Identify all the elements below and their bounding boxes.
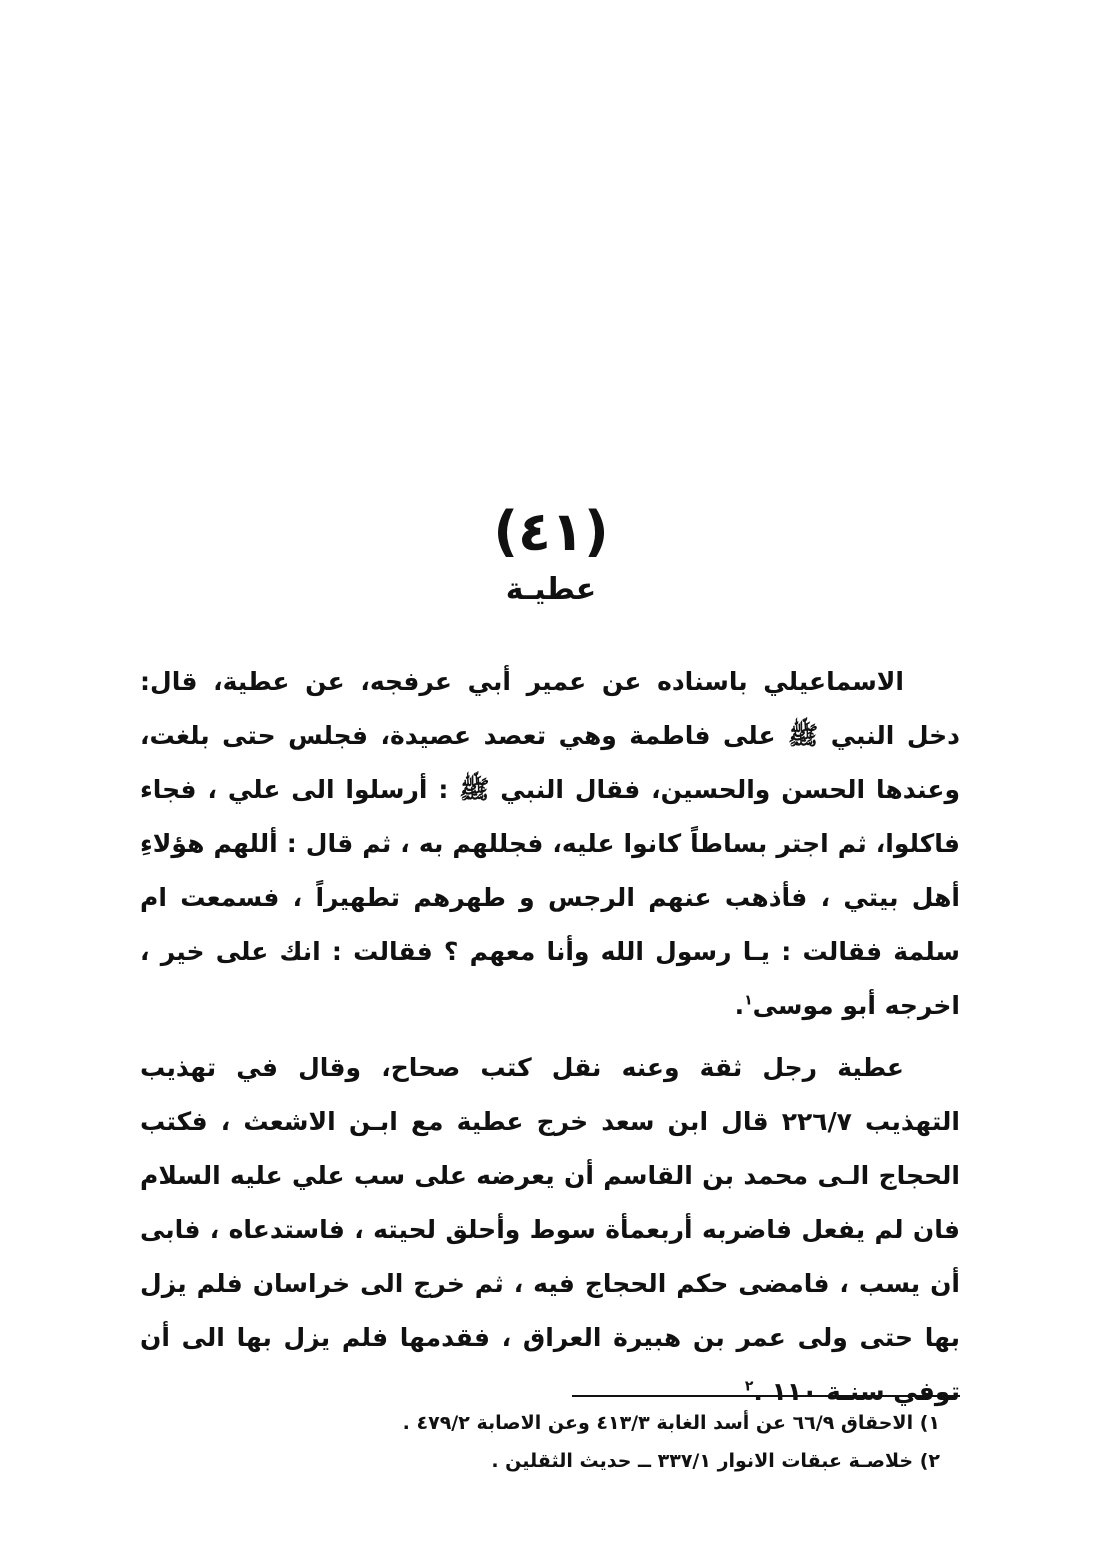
- main-text: [140, 655, 960, 1419]
- narration-end: .: [734, 991, 745, 1020]
- footnote-ref-1: ١: [744, 992, 753, 1009]
- footnote-ref-2: ٢: [744, 1378, 754, 1395]
- entry-title: عطيـة: [505, 572, 597, 607]
- narration-text: الاسماعيلي باسناده عن عمير أبي عرفجه، عن عطية، قال: دخل النبي ﷺ على فاطمة وهي تعصد عصيدة، فجلس حتى بلغت، وعندها الحسن والحسين، فقال النبي ﷺ : أرسلوا الى علي ، فجاء فاكلوا، ثم اجتر بساطاً كانوا عليه، فجللهم به ، ثم قال : أللهم هؤلاءِ أهل بيتي ، فأذهب عنهم الرجس و طهرهم تطهيراً ، فسمعت ام سلمة فقالت : يـا رسول الله وأنا معهم ؟ فقالت : انك على خير ، اخرجه أبو موسى: [140, 667, 960, 1020]
- entry-number: (٤١): [493, 500, 609, 563]
- footnote-2: ٢) خلاصـة عبقات الانوار ٣٣٧/١ ــ حديث الثقلين .: [491, 1450, 940, 1472]
- paragraph-narration: [140, 655, 960, 1033]
- footnotes: [140, 1404, 960, 1480]
- biography-text: عطية رجل ثقة وعنه نقل كتب صحاح، وقال في تهذيب التهذيب ٢٢٦/٧ قال ابن سعد خرج عطية مع ابـن الاشعث ، فكتب الحجاج الـى محمد بن القاسم أن يعرضه على سب علي عليه السلام فان لم يفعل فاضربه أربعمأة سوط وأحلق لحيته ، فاستدعاه ، فابى أن يسب ، فامضى حكم الحجاج فيه ، ثم خرج الى خراسان فلم يزل بها حتى ولى عمر بن هبيرة العراق ، فقدمها فلم يزل بها الى أن توفي سنـة ١١٠ .: [140, 1053, 960, 1406]
- footnote-separator: [572, 1395, 960, 1397]
- paragraph-biography: [140, 1041, 960, 1419]
- footnote-1: ١) الاحقاق ٦٦/٩ عن أسد الغابة ٤١٣/٣ وعن الاصابة ٤٧٩/٢ .: [402, 1412, 940, 1434]
